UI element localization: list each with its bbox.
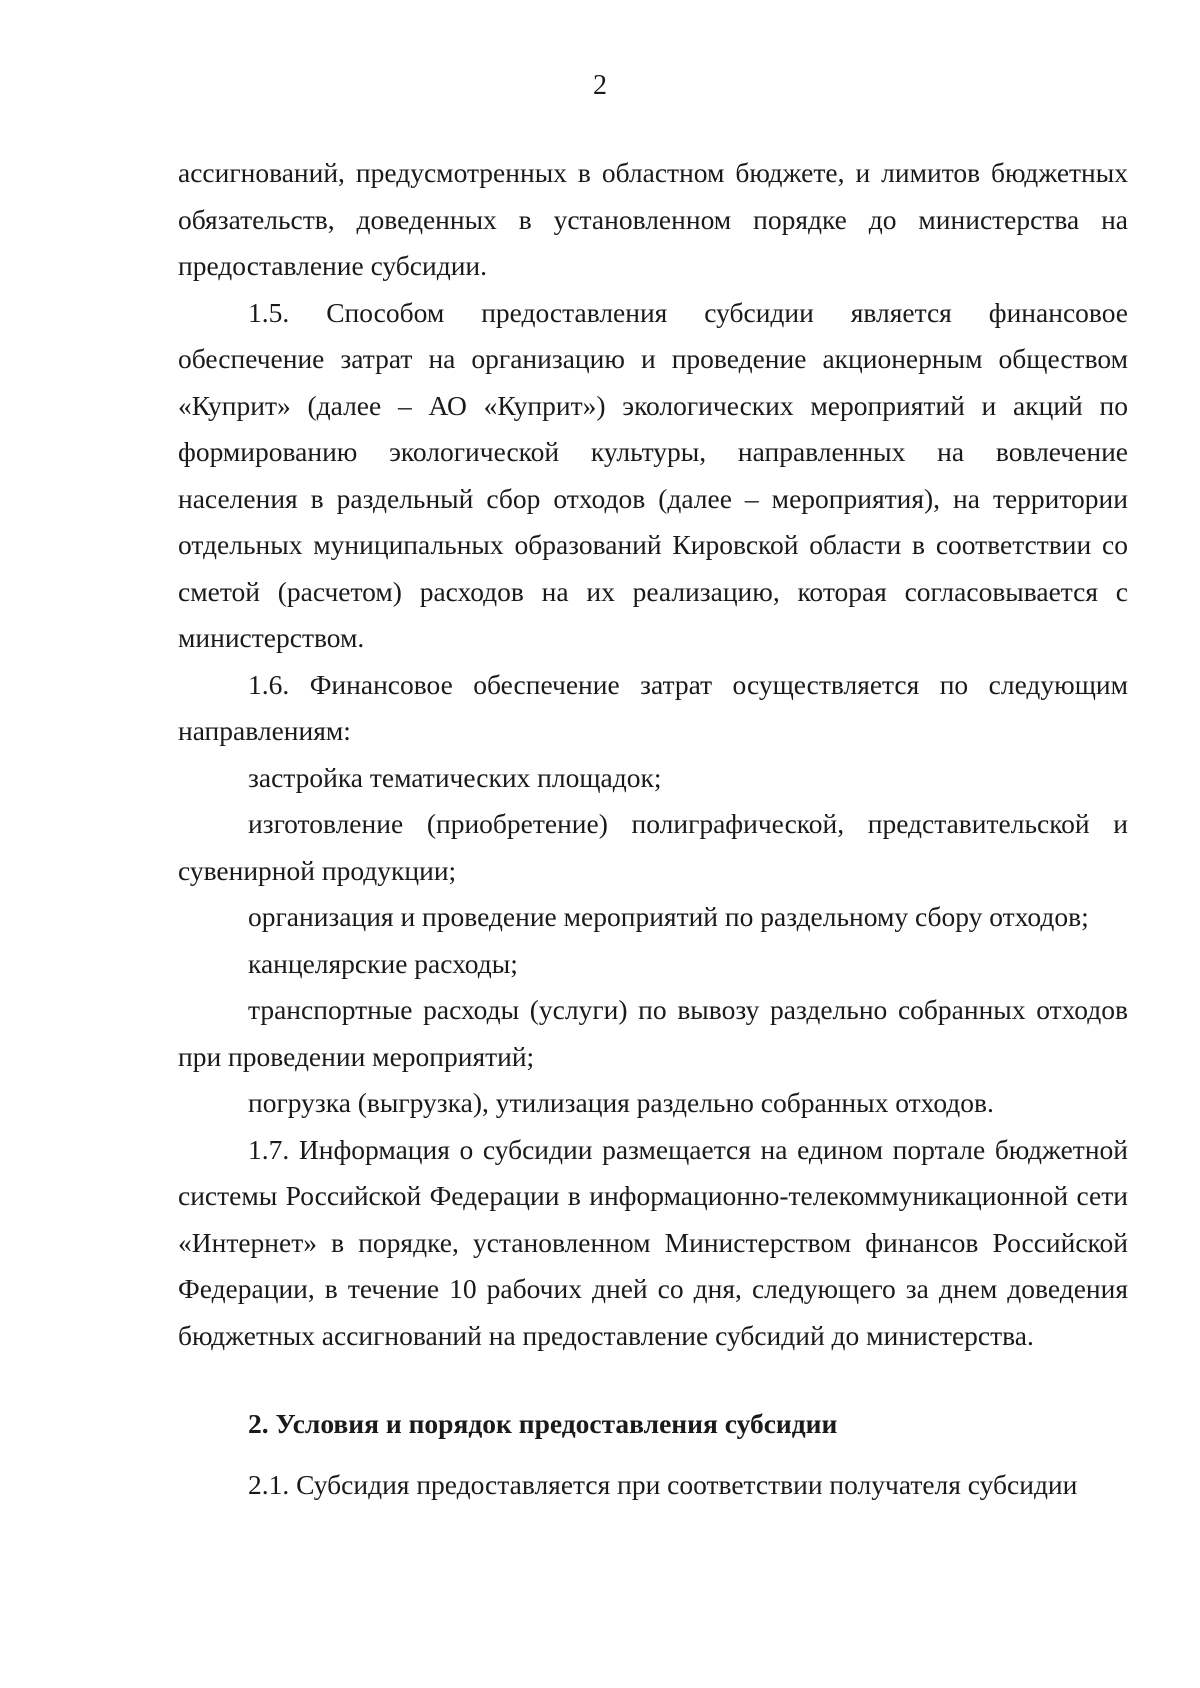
paragraph-continuation: ассигнований, предусмотренных в областном бюджете, и лимитов бюджетных обязательств, доведенных в установленном порядке до министерства на предоставление субсидии.	[178, 157, 1128, 281]
list-item-printing: изготовление (приобретение) полиграфической, представительской и сувенирной продукции;	[178, 808, 1128, 886]
list-item-events: организация и проведение мероприятий по раздельному сбору отходов;	[248, 901, 1089, 932]
paragraph-1-7: 1.7. Информация о субсидии размещается на едином портале бюджетной системы Российской Федерации в информационно-телекоммуникационной сети «Интернет» в порядке, установленном Министерством финансов Российской Федерации, в течение 10 рабочих дней со дня, следующего за днем доведения бюджетных ассигнований на предоставление субсидий до министерства.	[178, 1133, 1128, 1351]
list-item-platforms: застройка тематических площадок;	[248, 761, 662, 793]
paragraph-1-6: 1.6. Финансовое обеспечение затрат осуществляется по следующим направлениям:	[178, 668, 1128, 746]
paragraph-2-1: 2.1. Субсидия предоставляется при соответствии получателя субсидии	[248, 1468, 1078, 1500]
section-heading: 2. Условия и порядок предоставления субсидии	[248, 1408, 838, 1439]
document-body	[178, 150, 1128, 1508]
list-item-stationery: канцелярские расходы;	[248, 947, 518, 979]
list-item-transport: транспортные расходы (услуги) по вывозу раздельно собранных отходов при проведении мероприятий;	[178, 994, 1128, 1072]
paragraph-1-5: 1.5. Способом предоставления субсидии является финансовое обеспечение затрат на организацию и проведение акционерным обществом «Куприт» (далее – АО «Куприт») экологических мероприятий и акций по формированию экологической культуры, направленных на вовлечение населения в раздельный сбор отходов (далее – мероприятия), на территории отдельных муниципальных образований Кировской области в соответствии со сметой (расчетом) расходов на их реализацию, которая согласовывается с министерством.	[178, 296, 1128, 653]
list-item-loading: погрузка (выгрузка), утилизация раздельно собранных отходов.	[248, 1087, 994, 1118]
page-number: 2	[593, 70, 607, 101]
